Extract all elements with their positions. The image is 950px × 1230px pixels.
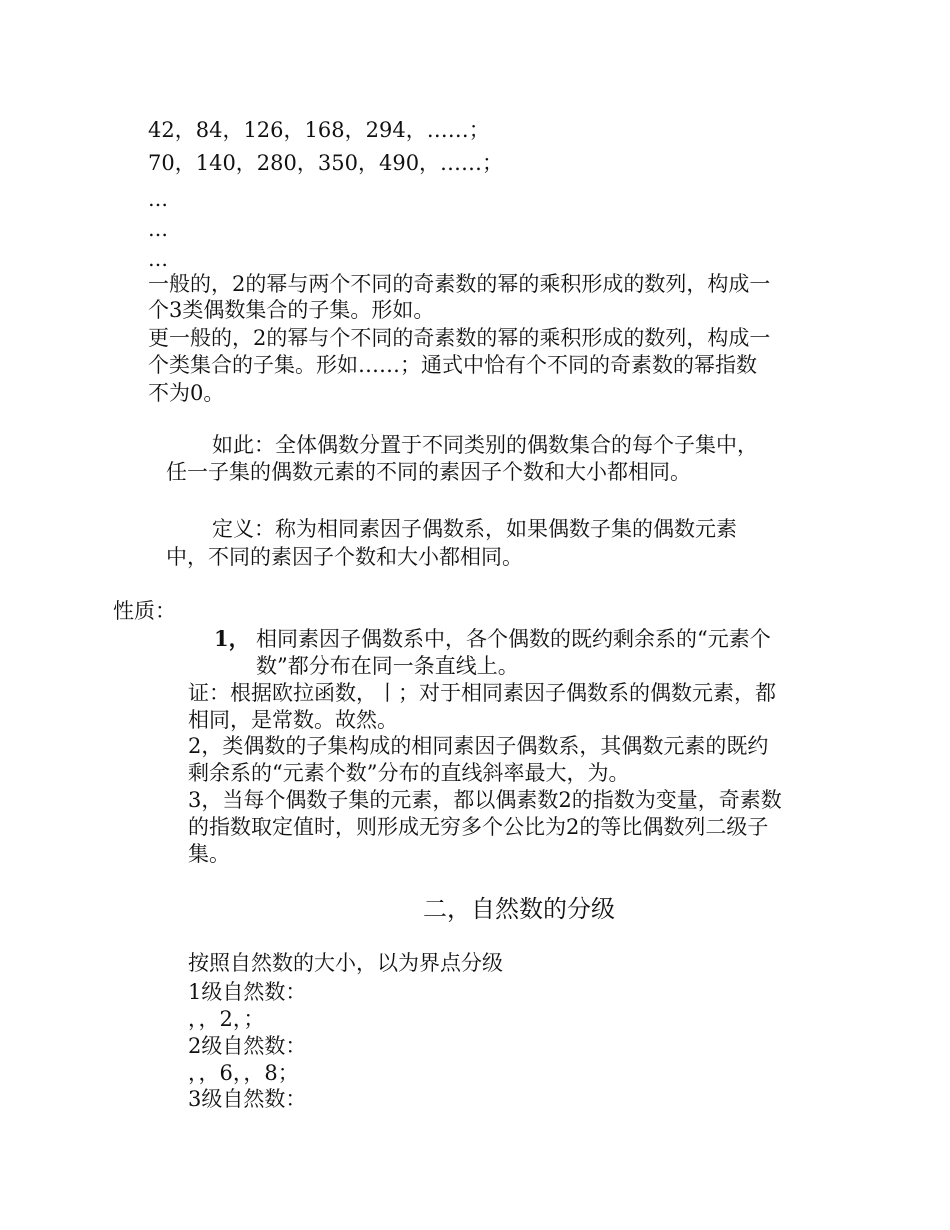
property-1-number: 1， [214, 626, 250, 651]
properties-heading: 性质： [113, 599, 176, 623]
ellipsis-2: … [148, 217, 168, 241]
ellipsis-1: … [148, 187, 168, 211]
definition-line-2: 中，不同的素因子个数和大小都相同。 [166, 545, 523, 569]
level-1-label: 1级自然数： [188, 980, 307, 1004]
level-1-values: ，，2，； [188, 1007, 265, 1031]
level-2-label: 2级自然数： [188, 1034, 307, 1058]
paragraph-general-line-1: 一般的，2的幂与两个不同的奇素数的幂的乘积形成的数列，构成一 [148, 272, 771, 296]
sequence-line-1: 42，84，126，168，294，……； [148, 118, 490, 142]
paragraph-more-general-line-3: 不为0。 [148, 381, 225, 405]
sequence-line-2: 70，140，280，350，490，……； [148, 151, 504, 175]
property-2-line-2: 剩余系的“元素个数”分布的直线斜率最大，为。 [188, 761, 630, 785]
property-2-line-1: 2，类偶数的子集构成的相同素因子偶数系，其偶数元素的既约 [188, 734, 769, 758]
section-2-intro-line: 按照自然数的大小，以为界点分级 [188, 951, 503, 975]
level-3-label: 3级自然数： [188, 1087, 307, 1111]
ellipsis-3: … [148, 247, 168, 271]
section-2-title: 二，自然数的分级 [423, 895, 615, 923]
paragraph-more-general-line-2: 个类集合的子集。形如……；通式中恰有个不同的奇素数的幂指数 [148, 353, 757, 377]
proof-line-2: 相同，是常数。故然。 [188, 708, 398, 732]
paragraph-more-general-line-1: 更一般的，2的幂与个不同的奇素数的幂的乘积形成的数列，构成一 [148, 326, 771, 350]
level-2-values: ，，6，，8； [188, 1061, 299, 1085]
conclusion-line-2: 任一子集的偶数元素的不同的素因子个数和大小都相同。 [166, 460, 691, 484]
property-3-line-3: 集。 [188, 842, 230, 866]
property-1-line-1: 相同素因子偶数系中，各个偶数的既约剩余系的“元素个 [256, 627, 771, 651]
definition-line-1: 定义：称为相同素因子偶数系，如果偶数子集的偶数元素 [212, 517, 737, 541]
property-3-line-2: 的指数取定值时，则形成无穷多个公比为2的等比偶数列二级子 [188, 815, 769, 839]
conclusion-line-1: 如此：全体偶数分置于不同类别的偶数集合的每个子集中， [212, 433, 758, 457]
property-3-line-1: 3，当每个偶数子集的元素，都以偶素数2的指数为变量，奇素数 [188, 788, 782, 812]
proof-line-1: 证：根据欧拉函数，丨；对于相同素因子偶数系的偶数元素，都 [188, 681, 776, 705]
paragraph-general-line-2: 个3类偶数集合的子集。形如。 [148, 298, 435, 322]
property-1-line-2: 数”都分布在同一条直线上。 [256, 654, 519, 678]
